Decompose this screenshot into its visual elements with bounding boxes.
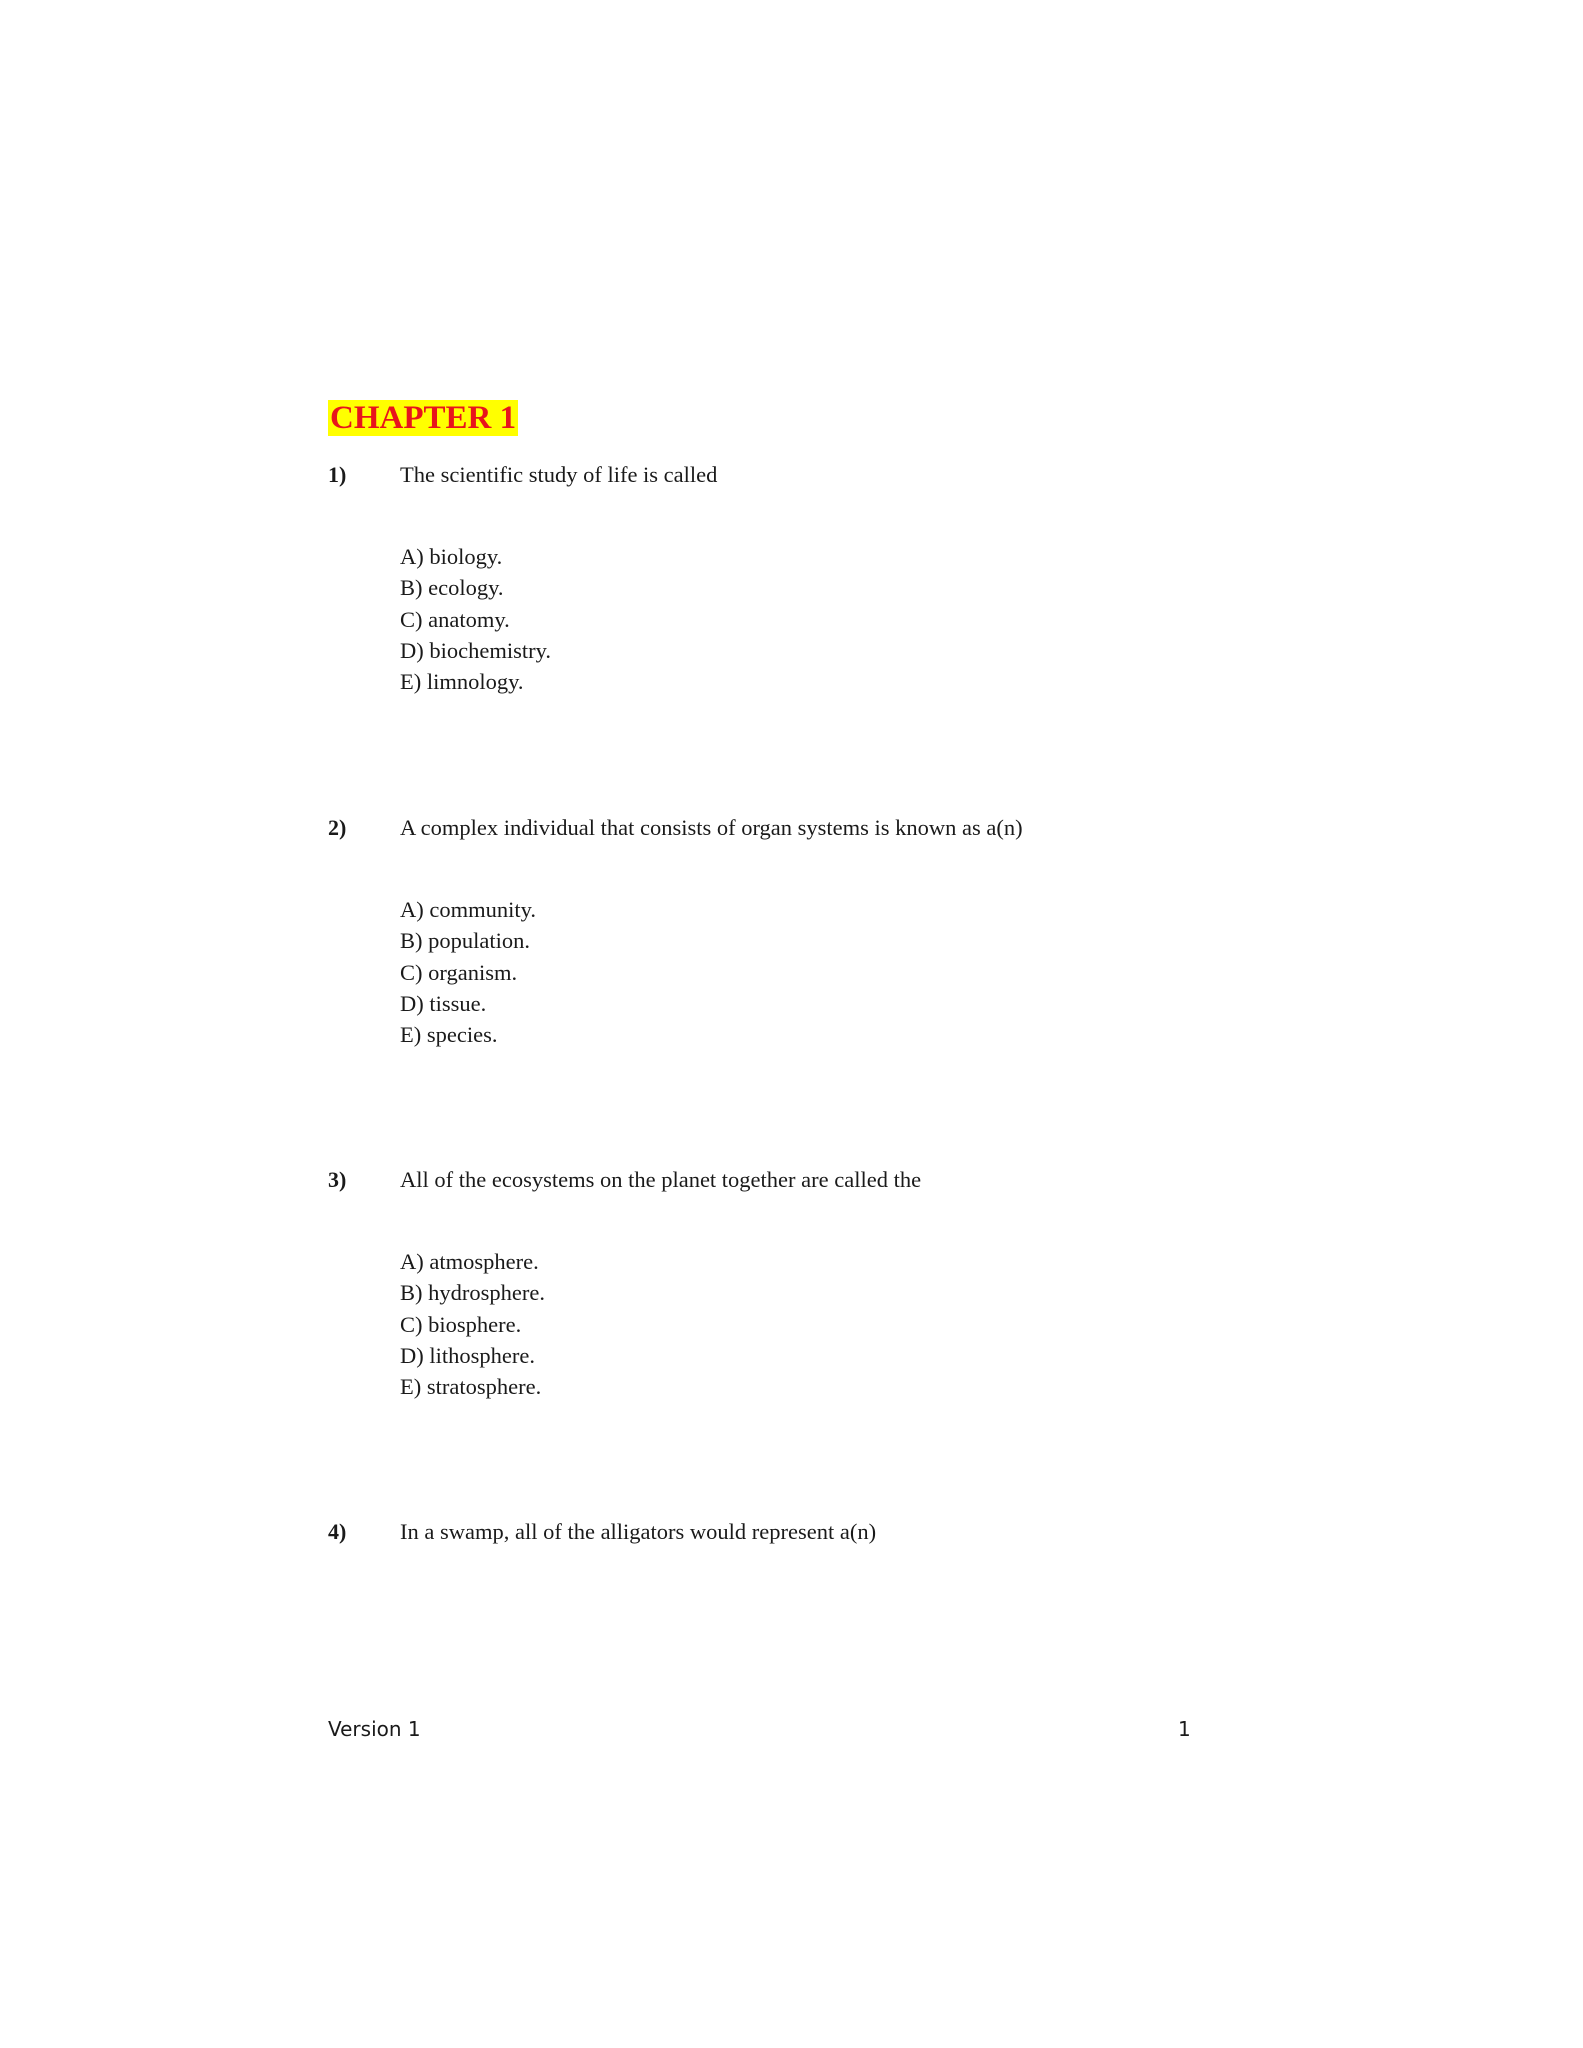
answer-option: B) ecology.	[400, 575, 504, 601]
question-number: 3)	[328, 1167, 347, 1192]
question-text: The scientific study of life is called	[400, 462, 718, 487]
answer-option: A) biology.	[400, 544, 503, 569]
answer-option: E) stratosphere.	[400, 1374, 542, 1400]
question-text: A complex individual that consists of organ systems is known as a(n)	[400, 815, 1023, 840]
answer-option: D) lithosphere.	[400, 1342, 535, 1368]
question-text: All of the ecosystems on the planet together are called the	[400, 1167, 922, 1192]
footer-page-number: 1	[1178, 1717, 1191, 1741]
answer-option: A) community.	[400, 897, 537, 922]
answer-option: B) hydrosphere.	[400, 1280, 545, 1306]
answer-option: E) species.	[400, 1022, 498, 1048]
answer-option: D) tissue.	[400, 990, 487, 1016]
answer-options	[400, 1246, 545, 1402]
answer-option: B) population.	[400, 928, 530, 954]
answer-options	[400, 894, 536, 1050]
question-number: 1)	[328, 462, 347, 487]
answer-option: C) organism.	[400, 959, 518, 985]
question-number: 4)	[328, 1519, 347, 1544]
answer-option: C) anatomy.	[400, 606, 510, 632]
answer-options	[400, 541, 551, 697]
question-text: In a swamp, all of the alligators would represent a(n)	[400, 1519, 877, 1544]
answer-option: E) limnology.	[400, 669, 524, 695]
chapter-heading: CHAPTER 1	[330, 400, 517, 436]
footer-version: Version 1	[328, 1717, 421, 1741]
answer-option: A) atmosphere.	[400, 1249, 539, 1274]
question-number: 2)	[328, 815, 347, 840]
answer-option: D) biochemistry.	[400, 637, 552, 663]
answer-option: C) biosphere.	[400, 1311, 522, 1337]
